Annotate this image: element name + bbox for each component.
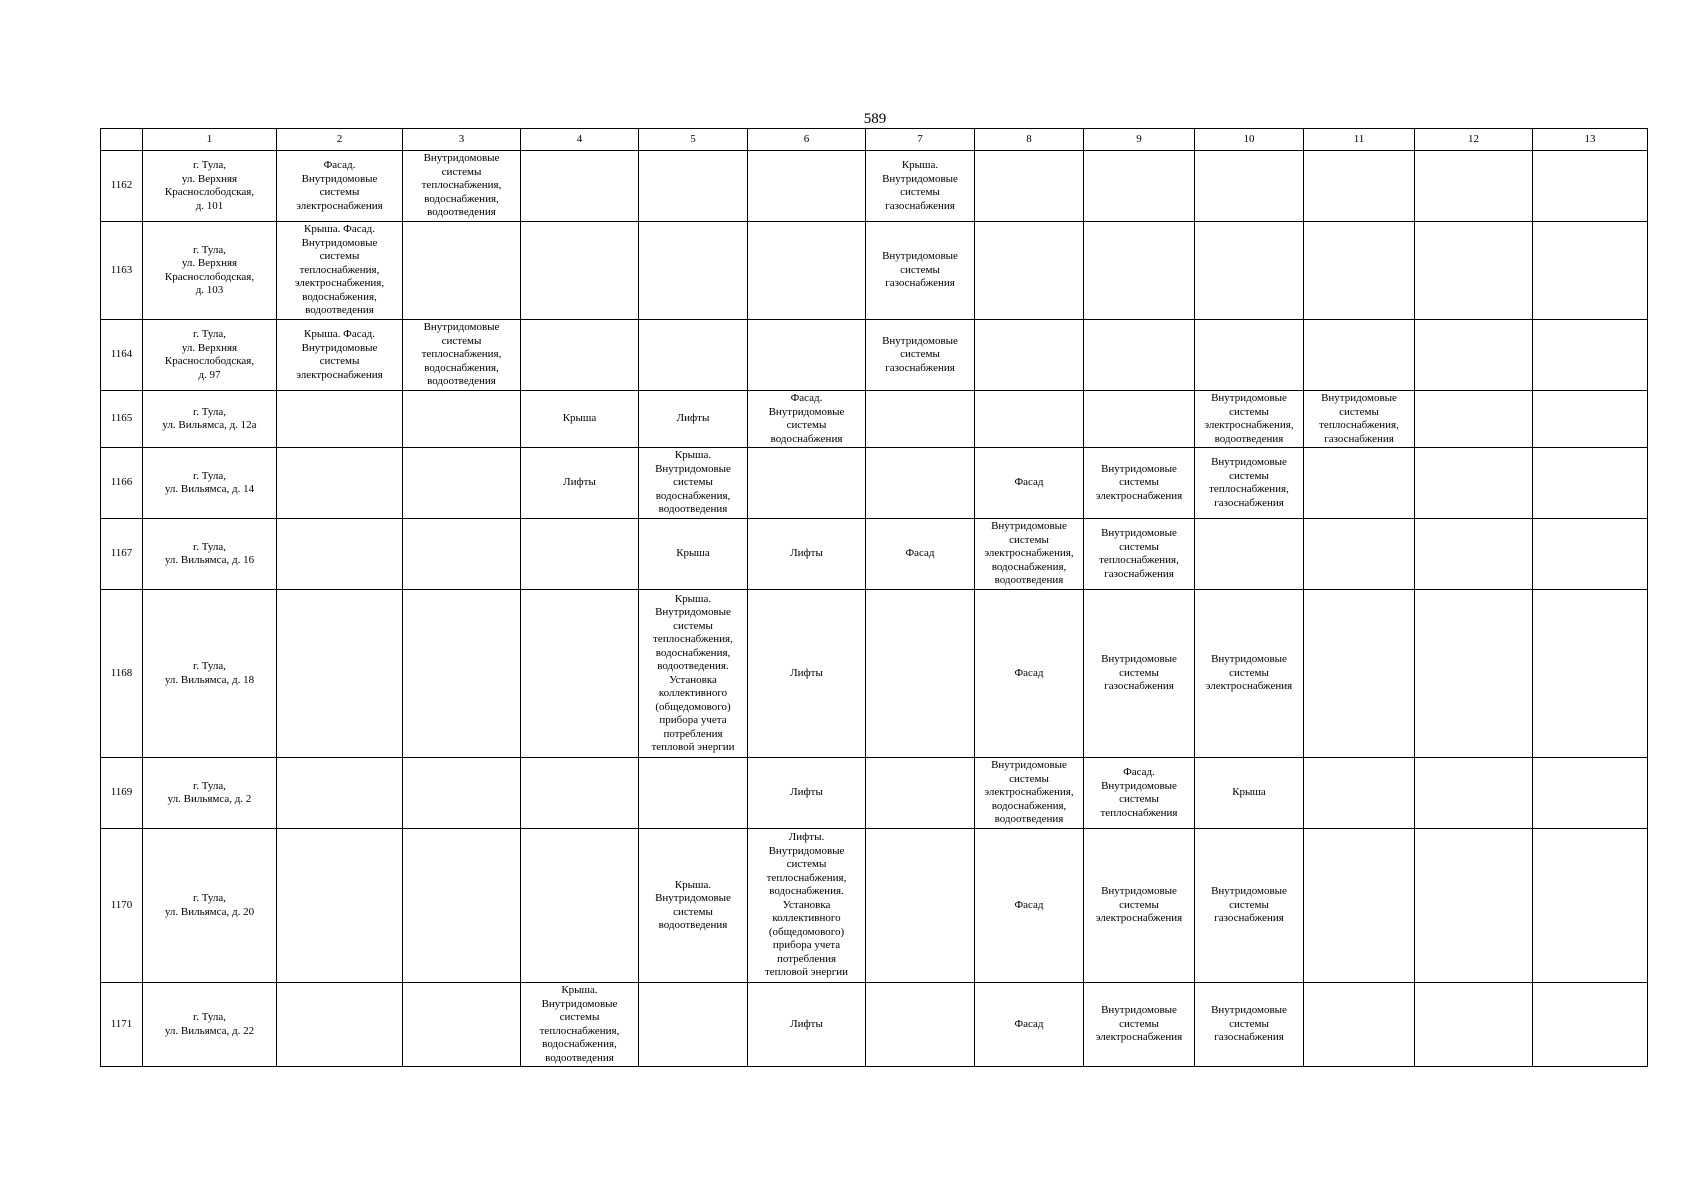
work-type-cell (1304, 151, 1415, 222)
row-number-cell: 1167 (101, 519, 143, 590)
column-header: 1 (143, 129, 277, 151)
work-type-cell (277, 448, 403, 519)
work-type-cell: Фасад. Внутридомовые системы теплоснабжения (1084, 758, 1195, 829)
work-type-cell (1415, 758, 1533, 829)
work-type-cell (1415, 829, 1533, 983)
work-type-cell (639, 758, 748, 829)
column-header: 2 (277, 129, 403, 151)
column-number-row (101, 129, 1648, 151)
work-type-cell: Внутридомовые системы теплоснабжения, газоснабжения (1195, 448, 1304, 519)
work-type-cell (639, 983, 748, 1067)
work-type-cell (1195, 519, 1304, 590)
work-type-cell: Лифты (748, 519, 866, 590)
work-type-cell (521, 151, 639, 222)
work-type-cell (521, 320, 639, 391)
row-number-cell: 1169 (101, 758, 143, 829)
page-number: 589 (863, 111, 887, 127)
work-type-cell (866, 829, 975, 983)
work-type-cell (1084, 391, 1195, 448)
column-header: 10 (1195, 129, 1304, 151)
work-type-cell (403, 391, 521, 448)
work-type-cell (1415, 222, 1533, 320)
work-type-cell (975, 151, 1084, 222)
address-cell: г. Тула, ул. Вильямса, д. 14 (143, 448, 277, 519)
work-type-cell: Внутридомовые системы электроснабжения, водоотведения (1195, 391, 1304, 448)
work-type-cell (1084, 151, 1195, 222)
work-type-cell: Внутридомовые системы газоснабжения (866, 320, 975, 391)
address-cell: г. Тула, ул. Вильямса, д. 16 (143, 519, 277, 590)
address-cell: г. Тула, ул. Верхняя Краснослободская, д. 97 (143, 320, 277, 391)
work-type-cell (1084, 320, 1195, 391)
work-type-cell: Фасад. Внутридомовые системы электроснабжения (277, 151, 403, 222)
table-row (101, 983, 1648, 1067)
work-type-cell (1415, 320, 1533, 391)
work-type-cell (866, 590, 975, 758)
table-header (101, 129, 1648, 151)
row-number-cell: 1166 (101, 448, 143, 519)
work-type-cell (975, 320, 1084, 391)
table-row (101, 391, 1648, 448)
work-type-cell (1533, 519, 1648, 590)
column-header: 7 (866, 129, 975, 151)
work-type-cell: Фасад (975, 983, 1084, 1067)
table-row (101, 320, 1648, 391)
work-type-cell (639, 222, 748, 320)
work-type-cell: Внутридомовые системы электроснабжения (1084, 448, 1195, 519)
work-type-cell (1195, 222, 1304, 320)
header-blank-cell (101, 129, 143, 151)
repair-schedule-table (100, 128, 1648, 1067)
column-header: 11 (1304, 129, 1415, 151)
table-row (101, 829, 1648, 983)
work-type-cell (1304, 983, 1415, 1067)
column-header: 13 (1533, 129, 1648, 151)
row-number-cell: 1164 (101, 320, 143, 391)
work-type-cell (403, 758, 521, 829)
work-type-cell (1415, 590, 1533, 758)
address-cell: г. Тула, ул. Верхняя Краснослободская, д. 103 (143, 222, 277, 320)
address-cell: г. Тула, ул. Вильямса, д. 2 (143, 758, 277, 829)
address-cell: г. Тула, ул. Вильямса, д. 20 (143, 829, 277, 983)
row-number-cell: 1171 (101, 983, 143, 1067)
work-type-cell (748, 151, 866, 222)
work-type-cell: Крыша (639, 519, 748, 590)
work-type-cell: Внутридомовые системы газоснабжения (866, 222, 975, 320)
work-type-cell (521, 758, 639, 829)
work-type-cell (748, 448, 866, 519)
work-type-cell: Внутридомовые системы теплоснабжения, газоснабжения (1304, 391, 1415, 448)
work-type-cell: Крыша. Внутридомовые системы газоснабжения (866, 151, 975, 222)
work-type-cell (866, 391, 975, 448)
work-type-cell (1415, 448, 1533, 519)
table-body (101, 151, 1648, 1067)
work-type-cell: Крыша. Фасад. Внутридомовые системы электроснабжения (277, 320, 403, 391)
work-type-cell: Внутридомовые системы электроснабжения (1084, 829, 1195, 983)
work-type-cell: Фасад (866, 519, 975, 590)
row-number-cell: 1165 (101, 391, 143, 448)
work-type-cell (639, 151, 748, 222)
row-number-cell: 1163 (101, 222, 143, 320)
work-type-cell (1195, 151, 1304, 222)
work-type-cell (403, 590, 521, 758)
work-type-cell: Лифты (748, 983, 866, 1067)
work-type-cell (1304, 519, 1415, 590)
work-type-cell (1415, 151, 1533, 222)
work-type-cell: Крыша. Фасад. Внутридомовые системы теплоснабжения, электроснабжения, водоснабжения, водоотведения (277, 222, 403, 320)
work-type-cell (1533, 391, 1648, 448)
work-type-cell (403, 829, 521, 983)
table-row (101, 519, 1648, 590)
work-type-cell (277, 983, 403, 1067)
work-type-cell (1304, 222, 1415, 320)
column-header: 9 (1084, 129, 1195, 151)
work-type-cell (403, 448, 521, 519)
work-type-cell (1533, 758, 1648, 829)
work-type-cell (521, 519, 639, 590)
work-type-cell (277, 829, 403, 983)
address-cell: г. Тула, ул. Верхняя Краснослободская, д. 101 (143, 151, 277, 222)
work-type-cell: Фасад (975, 590, 1084, 758)
work-type-cell (277, 519, 403, 590)
work-type-cell (277, 590, 403, 758)
work-type-cell (521, 222, 639, 320)
work-type-cell (1533, 983, 1648, 1067)
work-type-cell: Внутридомовые системы электроснабжения, водоснабжения, водоотведения (975, 758, 1084, 829)
work-type-cell: Крыша (521, 391, 639, 448)
work-type-cell: Лифты. Внутридомовые системы теплоснабжения, водоснабжения. Установка коллективного (общедомового) прибора учета потребления тепловой энергии (748, 829, 866, 983)
work-type-cell (1084, 222, 1195, 320)
work-type-cell (975, 222, 1084, 320)
work-type-cell: Фасад. Внутридомовые системы водоснабжения (748, 391, 866, 448)
address-cell: г. Тула, ул. Вильямса, д. 22 (143, 983, 277, 1067)
row-number-cell: 1162 (101, 151, 143, 222)
work-type-cell (1533, 151, 1648, 222)
work-type-cell (1533, 320, 1648, 391)
work-type-cell: Фасад (975, 448, 1084, 519)
work-type-cell (748, 222, 866, 320)
work-type-cell (1304, 448, 1415, 519)
work-type-cell (403, 983, 521, 1067)
table-row (101, 151, 1648, 222)
work-type-cell: Внутридомовые системы газоснабжения (1195, 983, 1304, 1067)
table-row (101, 590, 1648, 758)
column-header: 5 (639, 129, 748, 151)
work-type-cell (277, 391, 403, 448)
work-type-cell (1304, 829, 1415, 983)
work-type-cell: Крыша. Внутридомовые системы водоснабжения, водоотведения (639, 448, 748, 519)
work-type-cell (1304, 320, 1415, 391)
work-type-cell: Внутридомовые системы теплоснабжения, газоснабжения (1084, 519, 1195, 590)
work-type-cell (866, 983, 975, 1067)
address-cell: г. Тула, ул. Вильямса, д. 12а (143, 391, 277, 448)
work-type-cell (521, 829, 639, 983)
work-type-cell (975, 391, 1084, 448)
work-type-cell: Внутридомовые системы теплоснабжения, водоснабжения, водоотведения (403, 151, 521, 222)
work-type-cell (748, 320, 866, 391)
work-type-cell: Лифты (748, 590, 866, 758)
work-type-cell (1415, 983, 1533, 1067)
work-type-cell: Внутридомовые системы электроснабжения, водоснабжения, водоотведения (975, 519, 1084, 590)
work-type-cell: Крыша. Внутридомовые системы водоотведения (639, 829, 748, 983)
row-number-cell: 1170 (101, 829, 143, 983)
work-type-cell (277, 758, 403, 829)
work-type-cell (1533, 222, 1648, 320)
column-header: 8 (975, 129, 1084, 151)
work-type-cell: Крыша. Внутридомовые системы теплоснабжения, водоснабжения, водоотведения. Установка коллективного (общедомового) прибора учета потребления тепловой энергии (639, 590, 748, 758)
address-cell: г. Тула, ул. Вильямса, д. 18 (143, 590, 277, 758)
work-type-cell (1415, 391, 1533, 448)
work-type-cell (1533, 590, 1648, 758)
column-header: 3 (403, 129, 521, 151)
work-type-cell (521, 590, 639, 758)
work-type-cell (1304, 758, 1415, 829)
work-type-cell: Лифты (639, 391, 748, 448)
column-header: 4 (521, 129, 639, 151)
work-type-cell (403, 519, 521, 590)
work-type-cell (1533, 829, 1648, 983)
work-type-cell: Внутридомовые системы теплоснабжения, водоснабжения, водоотведения (403, 320, 521, 391)
work-type-cell (866, 448, 975, 519)
work-type-cell (1304, 590, 1415, 758)
work-type-cell: Лифты (748, 758, 866, 829)
work-type-cell: Внутридомовые системы электроснабжения (1195, 590, 1304, 758)
work-type-cell: Внутридомовые системы газоснабжения (1084, 590, 1195, 758)
work-type-cell: Крыша. Внутридомовые системы теплоснабжения, водоснабжения, водоотведения (521, 983, 639, 1067)
work-type-cell: Крыша (1195, 758, 1304, 829)
work-type-cell: Фасад (975, 829, 1084, 983)
row-number-cell: 1168 (101, 590, 143, 758)
work-type-cell (1195, 320, 1304, 391)
column-header: 12 (1415, 129, 1533, 151)
work-type-cell: Внутридомовые системы электроснабжения (1084, 983, 1195, 1067)
work-type-cell: Лифты (521, 448, 639, 519)
work-type-cell (1533, 448, 1648, 519)
table-row (101, 448, 1648, 519)
work-type-cell (1415, 519, 1533, 590)
table-row (101, 758, 1648, 829)
work-type-cell (866, 758, 975, 829)
column-header: 6 (748, 129, 866, 151)
table-row (101, 222, 1648, 320)
work-type-cell: Внутридомовые системы газоснабжения (1195, 829, 1304, 983)
work-type-cell (403, 222, 521, 320)
work-type-cell (639, 320, 748, 391)
